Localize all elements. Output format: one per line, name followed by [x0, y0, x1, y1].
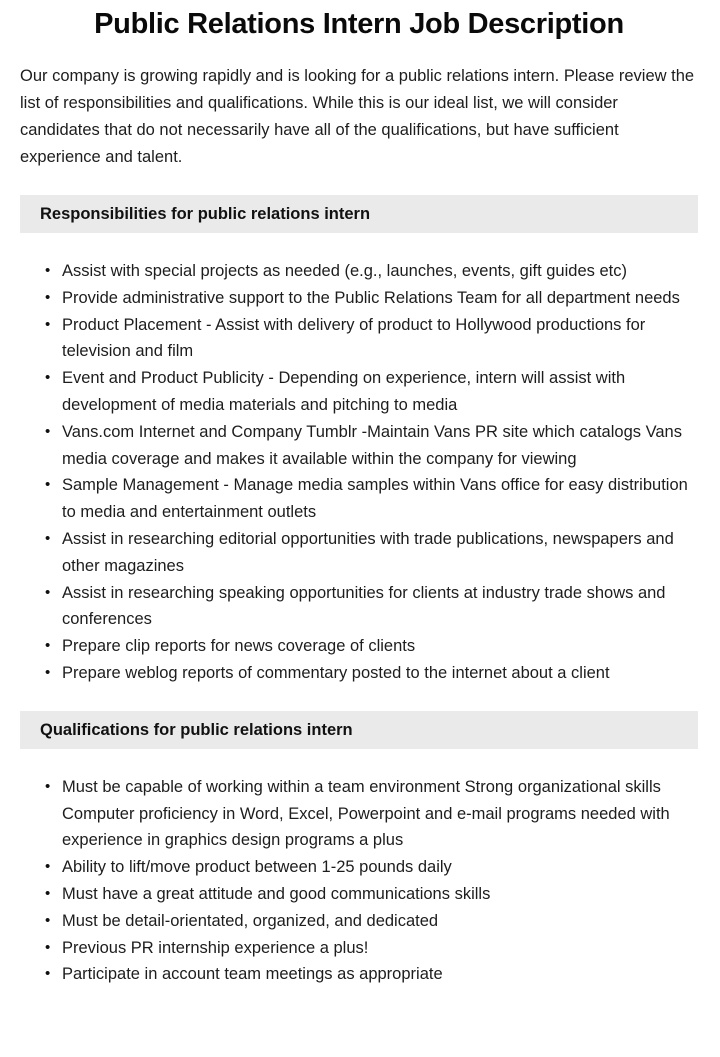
list-item: • Prepare weblog reports of commentary posted to the internet about a client	[62, 660, 698, 687]
list-item: • Must be capable of working within a team environment Strong organizational skills Computer proficiency in Word, Excel, Powerpoint and e-mail programs needed with experience in graphics design programs a plus	[62, 774, 698, 854]
responsibilities-section-heading: Responsibilities for public relations intern	[20, 195, 698, 233]
responsibilities-list	[20, 258, 698, 687]
list-item: • Must be detail-orientated, organized, and dedicated	[62, 908, 698, 935]
responsibilities-section	[20, 195, 698, 687]
list-item: • Assist in researching speaking opportunities for clients at industry trade shows and conferences	[62, 580, 698, 634]
list-item: • Sample Management - Manage media samples within Vans office for easy distribution to media and entertainment outlets	[62, 472, 698, 526]
list-item: • Prepare clip reports for news coverage of clients	[62, 633, 698, 660]
list-item: • Assist in researching editorial opportunities with trade publications, newspapers and other magazines	[62, 526, 698, 580]
list-item: • Event and Product Publicity - Depending on experience, intern will assist with development of media materials and pitching to media	[62, 365, 698, 419]
qualifications-section	[20, 711, 698, 988]
list-item: • Assist with special projects as needed (e.g., launches, events, gift guides etc)	[62, 258, 698, 285]
list-item: • Participate in account team meetings as appropriate	[62, 961, 698, 988]
list-item: • Ability to lift/move product between 1-25 pounds daily	[62, 854, 698, 881]
page-title: Public Relations Intern Job Description	[94, 8, 624, 40]
list-item: • Vans.com Internet and Company Tumblr -Maintain Vans PR site which catalogs Vans media coverage and makes it available within the company for viewing	[62, 419, 698, 473]
qualifications-list	[20, 774, 698, 988]
list-item: • Previous PR internship experience a plus!	[62, 935, 698, 962]
intro-paragraph: Our company is growing rapidly and is looking for a public relations intern. Please review the list of responsibilities and qualifications. While this is our ideal list, we will consider candidates that do not necessarily have all of the qualifications, but have sufficient experience and talent.	[20, 67, 695, 166]
list-item: • Provide administrative support to the Public Relations Team for all department needs	[62, 285, 698, 312]
qualifications-section-heading: Qualifications for public relations intern	[20, 711, 698, 749]
list-item: • Product Placement - Assist with delivery of product to Hollywood productions for television and film	[62, 312, 698, 366]
list-item: • Must have a great attitude and good communications skills	[62, 881, 698, 908]
